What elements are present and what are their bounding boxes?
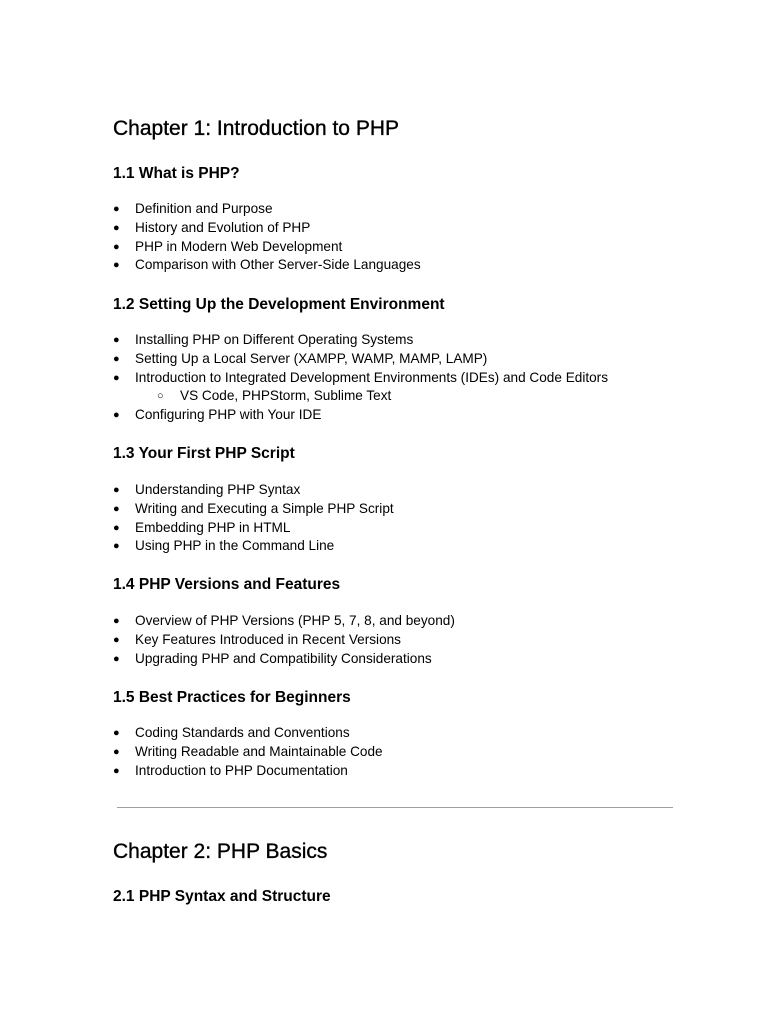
list-item: ● Setting Up a Local Server (XAMPP, WAMP, MAMP, LAMP) (113, 350, 608, 369)
bullet-icon: ● (113, 484, 120, 496)
section-1-3-heading: 1.3 Your First PHP Script (113, 445, 295, 462)
bullet-icon: ● (113, 521, 120, 534)
list-item: ● Using PHP in the Command Line (113, 537, 394, 556)
bullet-icon: ● (113, 221, 120, 234)
section-1-3-list (113, 481, 394, 556)
bullet-icon: ● (113, 633, 120, 646)
section-1-4-list (113, 612, 455, 668)
list-item: ● PHP in Modern Web Development (113, 238, 421, 257)
list-item: ● Comparison with Other Server-Side Languages (113, 256, 421, 275)
list-item-nested: ○ VS Code, PHPStorm, Sublime Text (113, 387, 608, 406)
list-item: ● Introduction to PHP Documentation (113, 762, 383, 781)
list-item: ● Introduction to Integrated Development Environments (IDEs) and Code Editors (113, 369, 608, 388)
bullet-icon: ● (113, 652, 120, 665)
list-item: ● Coding Standards and Conventions (113, 724, 383, 743)
bullet-icon: ● (113, 745, 120, 758)
list-item: ● Installing PHP on Different Operating Systems (113, 331, 608, 350)
list-item: ● Configuring PHP with Your IDE (113, 406, 608, 425)
list-item: ● Writing and Executing a Simple PHP Script (113, 500, 394, 519)
section-2-1-heading: 2.1 PHP Syntax and Structure (113, 888, 331, 905)
chapter-2-title: Chapter 2: PHP Basics (113, 840, 328, 863)
list-item: ● Understanding PHP Syntax (113, 481, 394, 500)
bullet-icon: ● (113, 764, 120, 777)
section-1-1-list (113, 200, 421, 275)
section-1-1-heading: 1.1 What is PHP? (113, 165, 240, 182)
list-item: ● Upgrading PHP and Compatibility Considerations (113, 650, 455, 669)
bullet-icon: ● (113, 259, 120, 272)
bullet-icon: ● (113, 203, 120, 215)
bullet-icon: ● (113, 409, 120, 422)
bullet-icon: ● (113, 502, 120, 515)
bullet-icon: ● (113, 352, 120, 365)
section-1-5-heading: 1.5 Best Practices for Beginners (113, 689, 351, 706)
list-item: ● Definition and Purpose (113, 200, 421, 219)
section-1-2-list (113, 331, 608, 425)
list-item: ● Key Features Introduced in Recent Versions (113, 631, 455, 650)
horizontal-divider (117, 807, 673, 808)
section-1-2-heading: 1.2 Setting Up the Development Environment (113, 296, 445, 313)
bullet-icon: ● (113, 371, 120, 384)
chapter-1-title: Chapter 1: Introduction to PHP (113, 117, 399, 140)
bullet-icon: ● (113, 615, 120, 627)
bullet-icon: ● (113, 334, 120, 346)
list-item: ● History and Evolution of PHP (113, 219, 421, 238)
section-1-4-heading: 1.4 PHP Versions and Features (113, 576, 341, 593)
list-item: ● Writing Readable and Maintainable Code (113, 743, 383, 762)
hollow-bullet-icon: ○ (157, 390, 164, 403)
bullet-icon: ● (113, 540, 120, 553)
list-item: ● Overview of PHP Versions (PHP 5, 7, 8, and beyond) (113, 612, 455, 631)
bullet-icon: ● (113, 727, 120, 739)
section-1-5-list (113, 724, 383, 780)
bullet-icon: ● (113, 240, 120, 253)
list-item: ● Embedding PHP in HTML (113, 519, 394, 538)
